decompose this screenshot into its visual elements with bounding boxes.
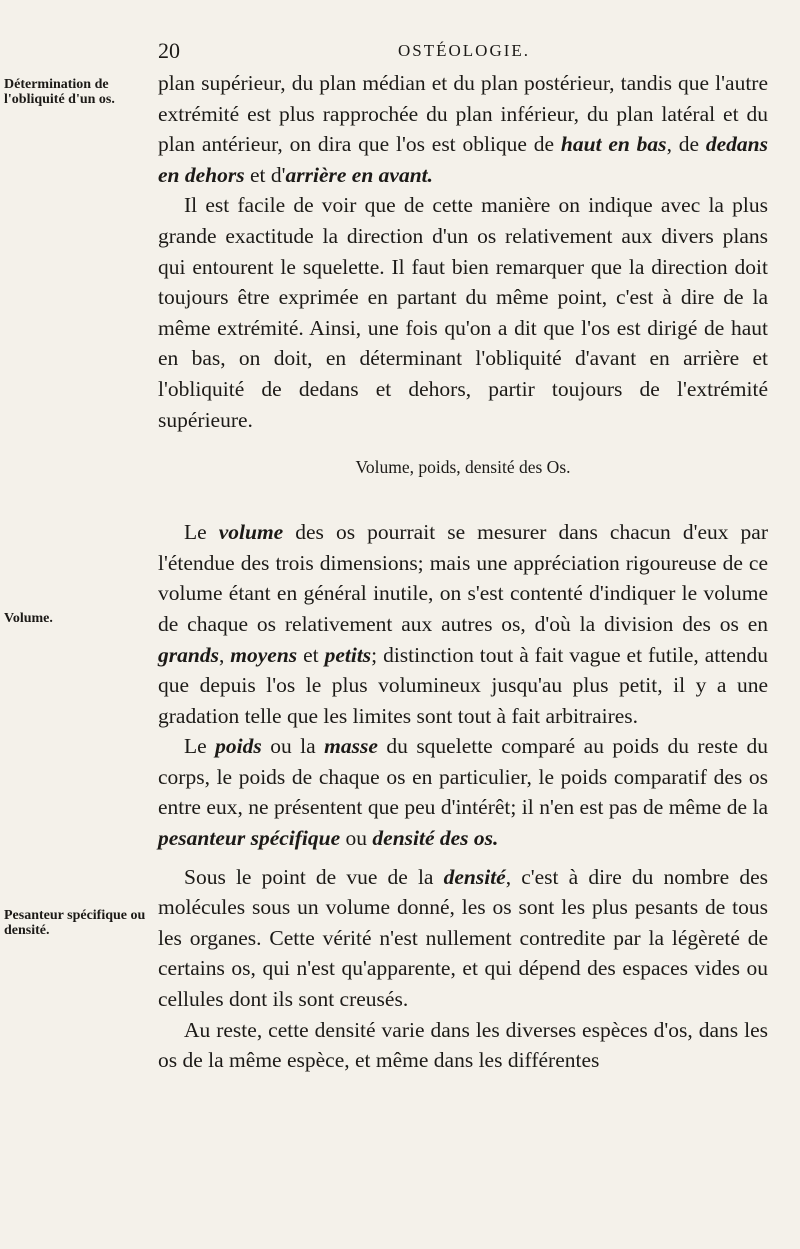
paragraph-volume: Le volume des os pourrait se mesurer dans chacun d'eux par l'étendue des trois dimensions; mais une appréciation rigoureuse de ce volume étant en général inutile, on s'est contenté d'indiquer le volume de chaque os relativement aux autres os, d'où la division des os en grands, moyens et petits; distinction tout à fait vague et futile, attendu que depuis l'os le plus volumineux jusqu'au plus petit, il y a une gradation telle que les limites sont tout à fait arbitraires. — [158, 520, 768, 728]
paragraph-variation: Au reste, cette densité varie dans les diverses espèces d'os, dans les os de la même espèce, et même dans les différentes — [158, 1017, 768, 1073]
italic-term: grands — [158, 642, 219, 667]
paragraph-1: plan supérieur, du plan médian et du plan postérieur, tandis que l'autre extrémité est plus rapprochée du plan inférieur, du plan latéral et du plan antérieur, on dira que l'os est oblique de haut en bas, de dedans en dehors et d'arrière en avant. — [158, 71, 768, 187]
italic-term: petits — [324, 642, 372, 667]
page-number: 20 — [158, 38, 180, 63]
margin-note-obliquity: Détermination de l'obliquité d'un os. — [4, 77, 115, 107]
section-heading: Volume, poids, densité des Os. — [355, 457, 571, 478]
italic-term: moyens — [230, 642, 298, 667]
italic-term: volume — [218, 520, 284, 545]
italic-term: densité des os. — [372, 826, 499, 851]
italic-term: densité — [443, 864, 506, 889]
running-head: OSTÉOLOGIE. — [398, 41, 531, 60]
margin-note-density: Pesanteur spécifique ou densité. — [4, 908, 146, 938]
italic-term: arrière en avant. — [285, 162, 434, 187]
main-text — [158, 68, 768, 1076]
italic-term: pesanteur spécifique — [158, 826, 341, 851]
italic-term: haut en bas — [560, 132, 667, 157]
italic-term: dedans en dehors — [158, 132, 768, 187]
paragraph-2: Il est facile de voir que de cette manière on indique avec la plus grande exactitude la direction d'un os relativement aux divers plans qui entourent le squelette. Il faut bien remarquer que la direction doit toujours être exprimée en partant du même point, c'est à dire de la même extrémité. Ainsi, une fois qu'on a dit que l'os est dirigé de haut en bas, on doit, en déterminant l'obliquité d'avant en arrière et l'obliquité de dedans et dehors, partir toujours de l'extrémité supérieure. — [158, 193, 768, 432]
page-header — [158, 38, 768, 68]
paragraph-weight: Le poids ou la masse du squelette comparé au poids du reste du corps, le poids de chaque os en particulier, le poids comparatif des os entre eux, ne présentent que peu d'intérêt; il n'en est pas de même de la pesanteur spécifique ou densité des os. — [158, 734, 768, 851]
italic-term: poids — [215, 734, 262, 759]
margin-note-volume: Volume. — [4, 611, 53, 626]
paragraph-density: Sous le point de vue de la densité, c'est à dire du nombre des molécules sous un volume donné, les os sont les plus pesants de tous les organes. Cette vérité n'est nullement contredite par la légèreté de certains os, qui n'est qu'apparente, et qui dépend des espaces vides ou cellules dont ils sont creusés. — [158, 864, 768, 1012]
italic-term: masse — [324, 734, 378, 759]
